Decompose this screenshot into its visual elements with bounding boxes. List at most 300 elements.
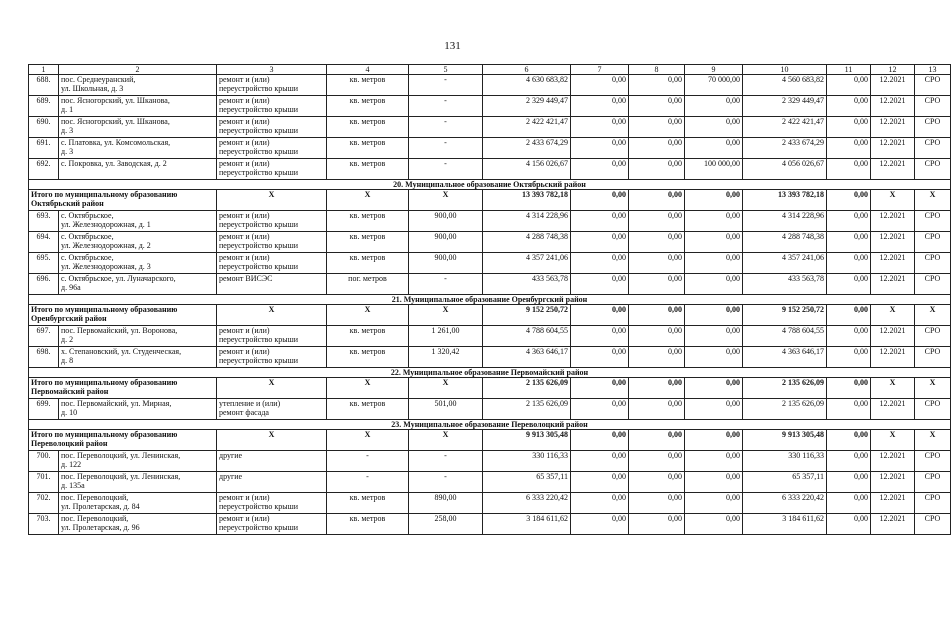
table-cell: 0,00 [827,399,871,420]
table-cell: 699. [29,399,59,420]
table-cell: СРО [915,232,951,253]
table-cell: 6 333 220,42 [483,493,571,514]
column-number: 1 [29,65,59,75]
table-cell: СРО [915,159,951,180]
table-cell: 0,00 [827,253,871,274]
table-row [29,399,951,420]
table-cell: 330 116,33 [743,451,827,472]
table-cell: 0,00 [827,159,871,180]
total-cell: Х [327,190,409,211]
page-number: 131 [444,40,461,52]
table-cell: 694. [29,232,59,253]
table-cell: кв. метров [327,159,409,180]
table-cell: 0,00 [629,159,685,180]
total-cell: Х [915,305,951,326]
table-cell: с. Октябрьское, ул. Железнодорожная, д. 3 [59,253,217,274]
table-cell: 0,00 [571,117,629,138]
table-cell: - [409,472,483,493]
table-cell: 0,00 [571,347,629,368]
table-cell: ремонт и (или) переустройство крыши [217,138,327,159]
table-cell: - [327,451,409,472]
table-cell: 4 788 604,55 [743,326,827,347]
total-cell: 0,00 [827,378,871,399]
table-cell: 4 156 026,67 [483,159,571,180]
table-cell: 0,00 [571,253,629,274]
table-cell: СРО [915,399,951,420]
table-cell: пог. метров [327,274,409,295]
table-cell: 0,00 [827,472,871,493]
table-cell: пос. Переволоцкий, ул. Ленинская, д. 122 [59,451,217,472]
table-row [29,117,951,138]
table-cell: 12.2021 [871,451,915,472]
section-heading-row [29,295,951,305]
total-cell: 0,00 [629,305,685,326]
total-cell: 9 152 250,72 [483,305,571,326]
total-row [29,305,951,326]
total-cell: Х [327,305,409,326]
table-cell: 0,00 [571,326,629,347]
table-cell: 0,00 [827,493,871,514]
table-cell: 0,00 [629,138,685,159]
column-number: 7 [571,65,629,75]
table-cell: 0,00 [571,75,629,96]
table-cell: 501,00 [409,399,483,420]
table-cell: 2 433 674,29 [743,138,827,159]
section-heading: 20. Муниципальное образование Октябрьский район [29,180,951,190]
table-cell: 0,00 [629,451,685,472]
section-heading-row [29,368,951,378]
table-cell: 4 357 241,06 [483,253,571,274]
table-cell: 330 116,33 [483,451,571,472]
table-cell: 0,00 [629,232,685,253]
table-cell: 0,00 [827,138,871,159]
table-cell: 0,00 [827,211,871,232]
table-cell: 2 422 421,47 [743,117,827,138]
table-cell: 696. [29,274,59,295]
table-row [29,96,951,117]
table-row [29,347,951,368]
table-cell: 0,00 [685,274,743,295]
table-cell: 12.2021 [871,211,915,232]
table-cell: 0,00 [629,96,685,117]
table-cell: пос. Ясногорский, ул. Шканова, д. 1 [59,96,217,117]
section-heading-row [29,180,951,190]
total-cell: Х [871,430,915,451]
table-cell: 12.2021 [871,493,915,514]
table-cell: 4 288 748,38 [483,232,571,253]
table-cell: 65 357,11 [743,472,827,493]
table-cell: СРО [915,117,951,138]
table-cell: кв. метров [327,514,409,535]
table-cell: 3 184 611,62 [743,514,827,535]
table-cell: 697. [29,326,59,347]
table-cell: 688. [29,75,59,96]
total-cell: Х [217,190,327,211]
total-cell: 9 152 250,72 [743,305,827,326]
table-row [29,211,951,232]
table-cell: ремонт и (или) переустройство крыши [217,326,327,347]
table-cell: 12.2021 [871,75,915,96]
total-cell: 9 913 305,48 [743,430,827,451]
total-cell: Х [871,378,915,399]
table-cell: 2 135 626,09 [483,399,571,420]
table-cell: 0,00 [571,399,629,420]
total-cell: 0,00 [685,430,743,451]
table-cell: - [409,75,483,96]
table-cell: 0,00 [685,138,743,159]
total-label: Итого по муниципальному образованию Первомайский район [29,378,217,399]
total-cell: Х [871,190,915,211]
table-cell: кв. метров [327,232,409,253]
total-cell: 0,00 [685,378,743,399]
table-body [29,65,951,535]
column-number: 2 [59,65,217,75]
table-row [29,232,951,253]
table-cell: пос. Переволоцкий, ул. Пролетарская, д. 96 [59,514,217,535]
section-heading-row [29,420,951,430]
table-cell: ремонт и (или) переустройство крыши [217,232,327,253]
table-cell: 0,00 [571,274,629,295]
table-cell: кв. метров [327,75,409,96]
table-cell: 0,00 [629,274,685,295]
total-cell: 0,00 [827,305,871,326]
table-cell: 12.2021 [871,117,915,138]
table-cell: 0,00 [629,326,685,347]
table-cell: 0,00 [571,493,629,514]
table-row [29,326,951,347]
total-cell: 0,00 [571,305,629,326]
table-cell: 692. [29,159,59,180]
table-cell: 0,00 [685,326,743,347]
table-cell: 4 288 748,38 [743,232,827,253]
table-cell: 0,00 [685,347,743,368]
table-cell: 695. [29,253,59,274]
table-cell: 0,00 [685,117,743,138]
table-cell: ремонт и (или) переустройство крыши [217,347,327,368]
table-cell: 0,00 [827,347,871,368]
table-cell: 3 184 611,62 [483,514,571,535]
table-cell: 900,00 [409,253,483,274]
table-cell: 0,00 [629,253,685,274]
total-label: Итого по муниципальному образованию Октябрьский район [29,190,217,211]
table-cell: ремонт и (или) переустройство крыши [217,117,327,138]
table-cell: 0,00 [571,232,629,253]
table-cell: пос. Ясногорский, ул. Шканова, д. 3 [59,117,217,138]
table-cell: 4 357 241,06 [743,253,827,274]
table-cell: 0,00 [629,514,685,535]
table-cell: ремонт и (или) переустройство крыши [217,493,327,514]
table-cell: другие [217,472,327,493]
table-cell: 70 000,00 [685,75,743,96]
table-cell: с. Октябрьское, ул. Луначарского, д. 96а [59,274,217,295]
table-row [29,75,951,96]
column-number: 10 [743,65,827,75]
table-cell: 100 000,00 [685,159,743,180]
total-cell: Х [915,430,951,451]
total-cell: Х [409,190,483,211]
column-number-row [29,65,951,75]
table-cell: пос. Переволоцкий, ул. Пролетарская, д. 84 [59,493,217,514]
table-cell: 6 333 220,42 [743,493,827,514]
total-cell: 0,00 [571,430,629,451]
table-cell: 2 329 449,47 [483,96,571,117]
table-cell: 12.2021 [871,253,915,274]
table-cell: 12.2021 [871,514,915,535]
table-cell: 0,00 [629,472,685,493]
table-cell: 0,00 [629,399,685,420]
table-cell: 2 433 674,29 [483,138,571,159]
table-cell: кв. метров [327,399,409,420]
table-row [29,451,951,472]
table-cell: 0,00 [629,347,685,368]
table-cell: с. Октябрьское, ул. Железнодорожная, д. 1 [59,211,217,232]
total-cell: 2 135 626,09 [483,378,571,399]
table-cell: 4 788 604,55 [483,326,571,347]
table-cell: 12.2021 [871,326,915,347]
table-cell: 65 357,11 [483,472,571,493]
table-cell: СРО [915,75,951,96]
table-cell: кв. метров [327,96,409,117]
total-cell: Х [327,378,409,399]
table-cell: кв. метров [327,493,409,514]
table-cell: пос. Переволоцкий, ул. Ленинская, д. 135а [59,472,217,493]
table-cell: 698. [29,347,59,368]
table-cell: СРО [915,253,951,274]
table-cell: 0,00 [827,514,871,535]
total-label: Итого по муниципальному образованию Переволоцкий район [29,430,217,451]
table-cell: 0,00 [685,451,743,472]
table-cell: СРО [915,211,951,232]
table-cell: 0,00 [571,211,629,232]
section-heading: 22. Муниципальное образование Первомайский район [29,368,951,378]
table-row [29,493,951,514]
table-cell: 0,00 [629,493,685,514]
total-row [29,190,951,211]
table-cell: 700. [29,451,59,472]
total-cell: Х [217,378,327,399]
table-cell: СРО [915,451,951,472]
total-cell: Х [871,305,915,326]
table-cell: 0,00 [827,75,871,96]
table-cell: 0,00 [629,75,685,96]
total-label: Итого по муниципальному образованию Оренбургский район [29,305,217,326]
table-cell: кв. метров [327,253,409,274]
table-cell: 12.2021 [871,159,915,180]
table-cell: СРО [915,514,951,535]
total-cell: 2 135 626,09 [743,378,827,399]
column-number: 5 [409,65,483,75]
total-cell: Х [915,190,951,211]
table-cell: кв. метров [327,326,409,347]
section-heading: 23. Муниципальное образование Переволоцкий район [29,420,951,430]
total-cell: Х [217,305,327,326]
table-cell: 4 363 646,17 [483,347,571,368]
table-cell: 900,00 [409,232,483,253]
column-number: 9 [685,65,743,75]
table-cell: 1 261,00 [409,326,483,347]
table-cell: СРО [915,493,951,514]
table-cell: с. Покровка, ул. Заводская, д. 2 [59,159,217,180]
table-cell: 12.2021 [871,347,915,368]
table-row [29,159,951,180]
table-cell: кв. метров [327,117,409,138]
table-cell: х. Степановский, ул. Студенческая, д. 8 [59,347,217,368]
table-cell: ремонт и (или) переустройство крыши [217,96,327,117]
table-row [29,253,951,274]
table-cell: - [409,96,483,117]
table-cell: 0,00 [827,96,871,117]
total-cell: 13 393 782,18 [483,190,571,211]
table-cell: 2 329 449,47 [743,96,827,117]
table-cell: 4 560 683,82 [743,75,827,96]
table-cell: пос. Первомайский, ул. Воронова, д. 2 [59,326,217,347]
total-cell: 13 393 782,18 [743,190,827,211]
table-cell: ремонт ВИСЭС [217,274,327,295]
total-cell: 0,00 [827,430,871,451]
table-cell: СРО [915,347,951,368]
table-cell: 690. [29,117,59,138]
table-cell: ремонт и (или) переустройство крыши [217,75,327,96]
table-cell: с. Октябрьское, ул. Железнодорожная, д. 2 [59,232,217,253]
table-cell: 12.2021 [871,232,915,253]
table-cell: утепление и (или) ремонт фасада [217,399,327,420]
table-cell: 2 422 421,47 [483,117,571,138]
table-cell: - [409,117,483,138]
table-cell: 890,00 [409,493,483,514]
table-cell: 1 320,42 [409,347,483,368]
table-cell: 900,00 [409,211,483,232]
total-cell: Х [409,378,483,399]
table-cell: 0,00 [827,274,871,295]
column-number: 8 [629,65,685,75]
table-cell: 0,00 [827,451,871,472]
total-cell: Х [409,305,483,326]
table-cell: другие [217,451,327,472]
total-cell: Х [915,378,951,399]
total-cell: 0,00 [629,190,685,211]
table-cell: 0,00 [685,493,743,514]
table-cell: 0,00 [629,117,685,138]
table-cell: 0,00 [685,472,743,493]
table-cell: 4 314 228,96 [483,211,571,232]
table-cell: 12.2021 [871,399,915,420]
total-cell: 0,00 [571,378,629,399]
column-number: 13 [915,65,951,75]
table-cell: 2 135 626,09 [743,399,827,420]
table-cell: 4 056 026,67 [743,159,827,180]
table-cell: пос. Первомайский, ул. Мирная, д. 10 [59,399,217,420]
total-cell: 0,00 [629,430,685,451]
table-cell: СРО [915,326,951,347]
table-cell: 258,00 [409,514,483,535]
table-cell: 12.2021 [871,274,915,295]
table-cell: 0,00 [685,96,743,117]
table-cell: 12.2021 [871,138,915,159]
total-row [29,378,951,399]
column-number: 6 [483,65,571,75]
table-cell: 0,00 [571,138,629,159]
table-row [29,514,951,535]
table-cell: 12.2021 [871,96,915,117]
table-cell: 693. [29,211,59,232]
table-cell: СРО [915,138,951,159]
table-cell: 0,00 [827,117,871,138]
table-cell: 0,00 [629,211,685,232]
column-number: 4 [327,65,409,75]
table-cell: 0,00 [571,96,629,117]
table-cell: 0,00 [571,451,629,472]
table-cell: 691. [29,138,59,159]
table-cell: кв. метров [327,211,409,232]
table-row [29,138,951,159]
table-cell: кв. метров [327,138,409,159]
table-cell: ремонт и (или) переустройство крыши [217,253,327,274]
table-cell: 689. [29,96,59,117]
table-cell: с. Платовка, ул. Комсомольская, д. 3 [59,138,217,159]
table-cell: 0,00 [685,253,743,274]
table-cell: 701. [29,472,59,493]
total-cell: Х [217,430,327,451]
table-cell: 4 363 646,17 [743,347,827,368]
table-cell: - [327,472,409,493]
table-cell: ремонт и (или) переустройство крыши [217,514,327,535]
table-cell: 0,00 [685,514,743,535]
table-cell: 0,00 [685,399,743,420]
table-cell: ремонт и (или) переустройство крыши [217,159,327,180]
table-cell: - [409,138,483,159]
table-cell: 0,00 [571,159,629,180]
table-cell: - [409,159,483,180]
table-cell: ремонт и (или) переустройство крыши [217,211,327,232]
total-cell: 0,00 [685,305,743,326]
total-cell: Х [409,430,483,451]
table-cell: 0,00 [685,232,743,253]
table-cell: 0,00 [571,472,629,493]
table-cell: СРО [915,472,951,493]
total-cell: 9 913 305,48 [483,430,571,451]
column-number: 12 [871,65,915,75]
total-cell: 0,00 [629,378,685,399]
column-number: 11 [827,65,871,75]
table-cell: 4 630 683,82 [483,75,571,96]
table-row [29,472,951,493]
table-cell: СРО [915,96,951,117]
table-cell: 0,00 [571,514,629,535]
table-cell: 0,00 [827,326,871,347]
table-cell: 0,00 [685,211,743,232]
table-cell: 702. [29,493,59,514]
table-cell: пос. Среднеуранский, ул. Школьная, д. 3 [59,75,217,96]
register-table [28,64,951,535]
table-cell: - [409,451,483,472]
total-cell: 0,00 [571,190,629,211]
table-cell: 12.2021 [871,472,915,493]
total-cell: 0,00 [685,190,743,211]
table-cell: кв. метров [327,347,409,368]
section-heading: 21. Муниципальное образование Оренбургский район [29,295,951,305]
total-cell: Х [327,430,409,451]
column-number: 3 [217,65,327,75]
table-cell: - [409,274,483,295]
table-cell: 703. [29,514,59,535]
table-cell: 433 563,78 [483,274,571,295]
total-row [29,430,951,451]
table-row [29,274,951,295]
table-cell: 433 563,78 [743,274,827,295]
table-cell: СРО [915,274,951,295]
table-cell: 0,00 [827,232,871,253]
table-cell: 4 314 228,96 [743,211,827,232]
